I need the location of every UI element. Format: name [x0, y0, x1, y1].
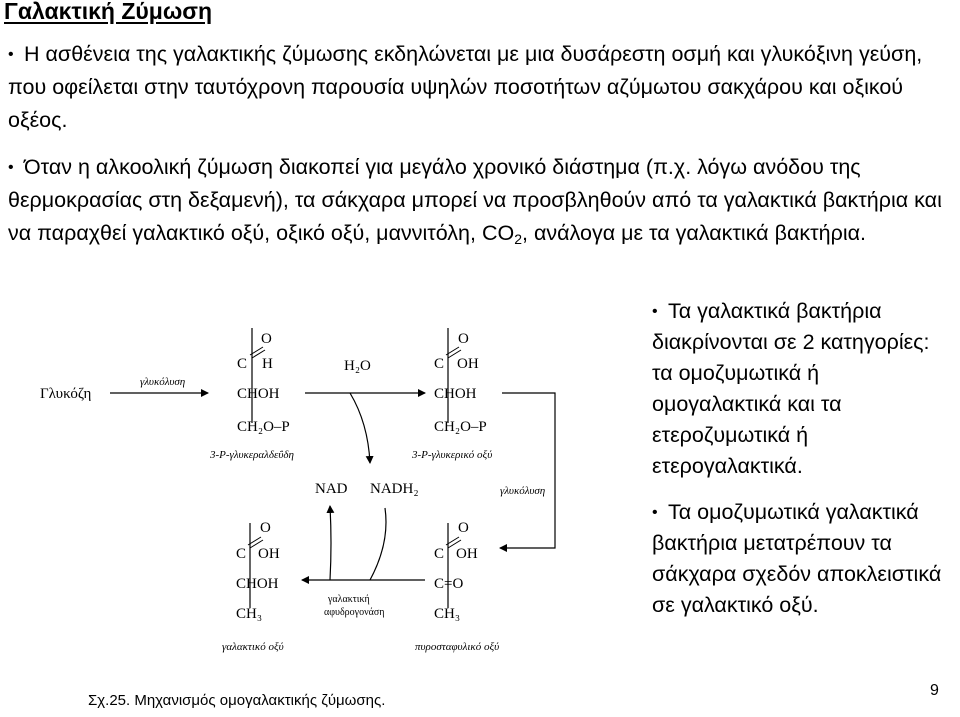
group-ch2op: CH₂O–P — [237, 419, 290, 435]
atom-o: O — [260, 520, 271, 536]
bullet-dot: • — [652, 303, 658, 320]
nad-label: NAD — [315, 481, 348, 497]
group-choh: CHOH — [236, 576, 279, 592]
lactic-acid-molecule — [222, 520, 284, 653]
atom-c: C — [237, 356, 248, 372]
co2-subscript: 2 — [514, 231, 523, 247]
pyruvic-acid-label: πυροσταφυλικό οξύ — [415, 641, 500, 653]
page-number: 9 — [930, 682, 939, 699]
glyceric-acid-3p-label: 3-P-γλυκερικό οξύ — [412, 449, 493, 461]
glyceraldehyde-3p-molecule — [209, 328, 294, 461]
atom-o: O — [261, 331, 272, 347]
bullet-2-text: Όταν η αλκοολική ζύμωση διακοπεί για μεγάλο χρονικό διάστημα (π.χ. λόγω ανόδου της θερμοκρασίας στη δεξαμενή), τα σάκχαρα μπορεί να προσβληθούν από τα γαλακτικά βακτήρια και να παραχθεί γαλακτικό οξύ, οξικό οξύ, μαννιτόλη, CO — [8, 155, 942, 245]
glucose-label: Γλυκόζη — [40, 386, 92, 402]
group-oh: OH — [457, 356, 479, 372]
bullet-1 — [8, 38, 956, 137]
homolactic-fermentation-diagram — [40, 318, 600, 678]
pyruvic-acid-molecule — [415, 520, 499, 653]
enzyme-label-line2: αφυδρογονάση — [324, 607, 385, 618]
bullet-dot: • — [652, 504, 658, 521]
nad-regeneration-arrow — [330, 506, 331, 580]
bullet-2-text-end: , ανάλογα με τα γαλακτικά βακτήρια. — [522, 221, 866, 245]
figure-caption: Σχ.25. Μηχανισμός ομογαλακτικής ζύμωσης. — [88, 692, 386, 709]
atom-c: C — [236, 546, 247, 562]
right-bullet-1 — [652, 296, 952, 482]
bullet-1-text: Η ασθένεια της γαλακτικής ζύμωσης εκδηλώνεται με μια δυσάρεστη οσμή και γλυκόξινη γεύση, που οφείλεται στην ταυτόχρονη παρουσία υψηλών ποσοτήτων αζύμωτου σακχάρου και οξικού οξέος. — [8, 42, 923, 132]
group-oh: OH — [456, 546, 478, 562]
group-ch3: CH₃ — [236, 606, 263, 622]
atom-h: H — [262, 356, 273, 372]
glyceraldehyde-3p-label: 3-P-γλυκεραλδεΰδη — [210, 449, 295, 461]
atom-c: C — [434, 546, 445, 562]
group-ch3: CH₃ — [434, 606, 461, 622]
atom-c: C — [434, 356, 445, 372]
right-bullets — [652, 296, 952, 636]
water-label: H₂O — [344, 358, 371, 374]
group-choh: CHOH — [434, 386, 477, 402]
atom-o: O — [458, 331, 469, 347]
nadh-consumption-curve — [370, 508, 386, 580]
glycolysis-right-arrow — [500, 393, 555, 548]
glycolysis-right-label: γλυκόλυση — [500, 485, 546, 497]
group-choh: CHOH — [237, 386, 280, 402]
lactic-acid-label: γαλακτικό οξύ — [222, 641, 284, 653]
bullet-dot: • — [8, 46, 14, 63]
right-bullet-2 — [652, 497, 952, 621]
nadh2-label: NADH₂ — [370, 481, 419, 497]
slide-title: Γαλακτική Ζύμωση — [4, 0, 213, 24]
main-bullets — [8, 38, 956, 270]
bullet-dot: • — [8, 159, 14, 176]
enzyme-label-line1: γαλακτική — [328, 594, 370, 605]
group-oh: OH — [258, 546, 280, 562]
atom-o: O — [458, 520, 469, 536]
glycolysis-label: γλυκόλυση — [140, 376, 186, 388]
nadh-formation-arrow — [350, 393, 370, 463]
glyceric-acid-3p-molecule — [411, 328, 492, 461]
right-bullet-2-text: Τα ομοζυμωτικά γαλακτικά βακτήρια μετατρέπουν τα σάκχαρα σχεδόν αποκλειστικά σε γαλακτικό οξύ. — [652, 500, 942, 617]
group-ch2op: CH₂O–P — [434, 419, 487, 435]
right-bullet-1-text: Τα γαλακτικά βακτήρια διακρίνονται σε 2 κατηγορίες: τα ομοζυμωτικά ή ομογαλακτικά και τα ετεροζυμωτικά ή ετερογαλακτικά. — [652, 299, 930, 478]
group-carbonyl: C=O — [434, 576, 464, 592]
bullet-2 — [8, 151, 956, 256]
